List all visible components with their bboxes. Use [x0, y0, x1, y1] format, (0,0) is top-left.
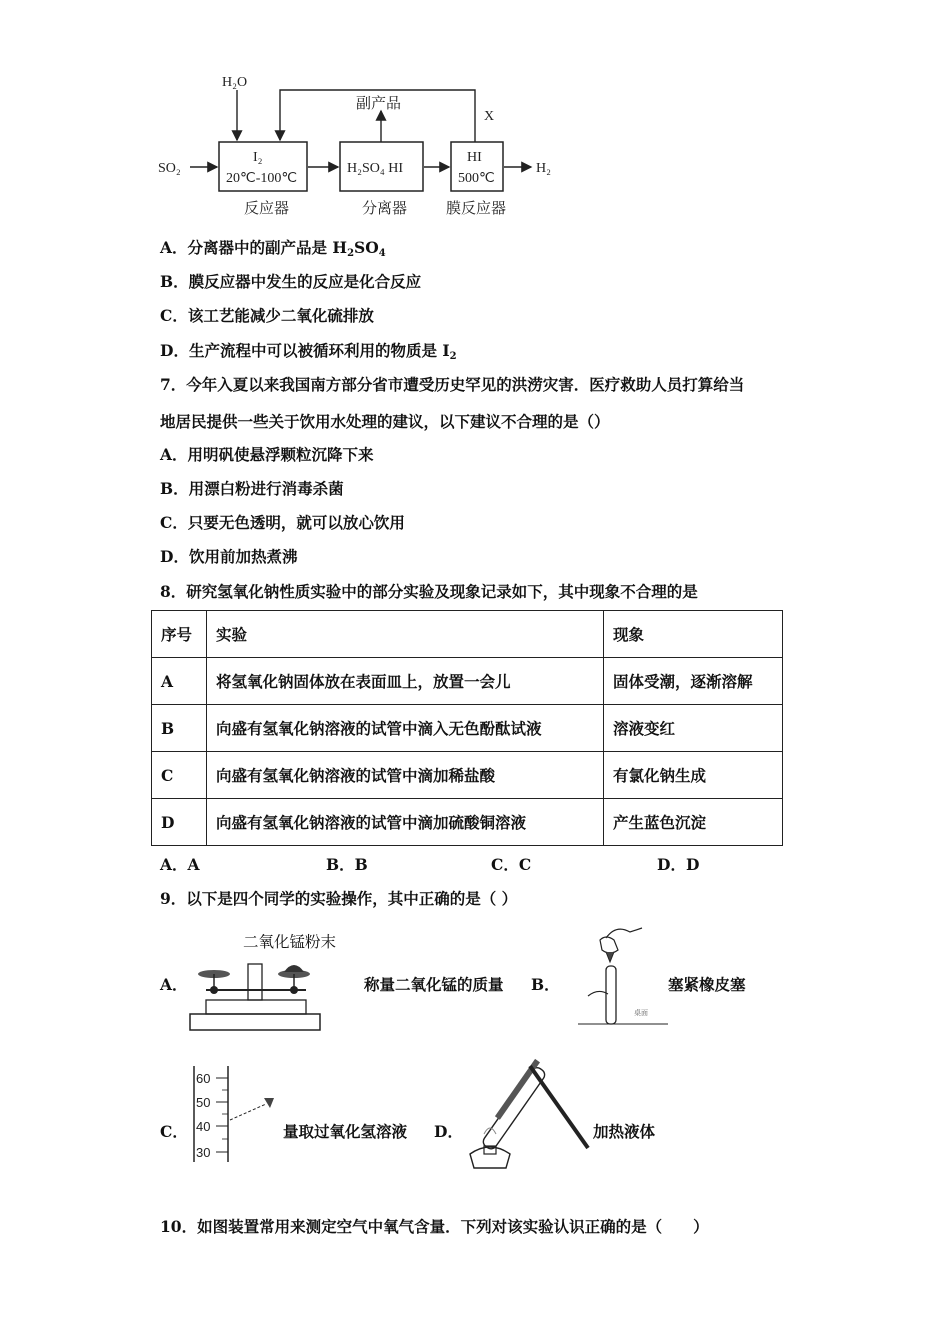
table-row [152, 658, 783, 705]
q9-option-b-text: 塞紧橡皮塞 [668, 975, 746, 994]
header-cell: 实验 [207, 611, 604, 658]
tick-60: 60 [196, 1071, 211, 1086]
table-row [152, 705, 783, 752]
q6-option-d: D．生产流程中可以被循环利用的物质是 $I_2$ [160, 341, 457, 362]
table-cell: 向盛有氢氧化钠溶液的试管中滴入无色酚酞试液 [207, 705, 604, 752]
table-cell: 产生蓝色沉淀 [604, 799, 783, 846]
q7-stem-line1: 7．今年入夏以来我国南方部分省市遭受历史罕见的洪涝灾害．医疗救助人员打算给当 [160, 375, 745, 394]
header-cell: 序号 [152, 611, 207, 658]
reactor-name: 反应器 [244, 199, 290, 217]
x-label: X [484, 109, 495, 124]
reactor-line1: I₂ [253, 150, 263, 165]
graduated-cylinder-illustration [186, 1064, 286, 1169]
q7-stem-line2: 地居民提供一些关于饮用水处理的建议，以下建议不合理的是（） [160, 412, 610, 431]
q7-option-a: A．用明矾使悬浮颗粒沉降下来 [160, 445, 374, 464]
table-cell: 将氢氧化钠固体放在表面皿上，放置一会儿 [207, 658, 604, 705]
membrane-reactor-name: 膜反应器 [446, 199, 507, 217]
q8-option-d: D．D [657, 855, 700, 874]
q9-option-c-text: 量取过氧化氢溶液 [283, 1122, 408, 1141]
so2-label: SO₂ [158, 161, 181, 176]
q8-option-a: A．A [160, 855, 200, 874]
q9-option-a-label: A． [160, 975, 188, 994]
q8-option-c: C．C [491, 855, 532, 874]
q7-option-b: B．用漂白粉进行消毒杀菌 [160, 479, 344, 498]
q7-option-d: D．饮用前加热煮沸 [160, 547, 298, 566]
membrane-line1: HI [467, 150, 482, 165]
table-row [152, 752, 783, 799]
experiment-table [151, 610, 783, 846]
table-cell: 溶液变红 [604, 705, 783, 752]
heating-liquid-illustration [460, 1052, 590, 1174]
process-flow-diagram [150, 66, 570, 226]
h2-label: H₂ [536, 161, 551, 176]
separator-line1: H₂SO₄ HI [347, 161, 404, 176]
q10-stem: 10．如图装置常用来测定空气中氧气含量．下列对该实验认识正确的是（ ） [160, 1217, 709, 1236]
table-cell: 向盛有氢氧化钠溶液的试管中滴加硫酸铜溶液 [207, 799, 604, 846]
q9-option-a-text: 称量二氧化锰的质量 [364, 975, 504, 994]
table-cell: A [152, 658, 207, 705]
table-cell: D [152, 799, 207, 846]
q8-option-b: B．B [326, 855, 368, 874]
q6-option-a: A．分离器中的副产品是 $H_2SO_4$ [160, 238, 386, 259]
table-header-row [152, 611, 783, 658]
tick-30: 30 [196, 1145, 211, 1160]
q9-option-b-label: B． [531, 975, 560, 994]
table-cell: 固体受潮，逐渐溶解 [604, 658, 783, 705]
byproduct-label: 副产品 [356, 94, 402, 112]
table-cell: 向盛有氢氧化钠溶液的试管中滴加稀盐酸 [207, 752, 604, 799]
q9-stem: 9．以下是四个同学的实验操作，其中正确的是（ ） [160, 889, 518, 908]
balance-illustration [186, 950, 326, 1035]
membrane-line2: 500℃ [458, 171, 495, 186]
reactor-line2: 20℃-100℃ [226, 171, 298, 186]
table-cell: 有氯化钠生成 [604, 752, 783, 799]
q8-stem: 8．研究氢氧化钠性质实验中的部分实验及现象记录如下，其中现象不合理的是 [160, 582, 698, 601]
stopper-illustration [578, 920, 668, 1032]
tick-40: 40 [196, 1119, 211, 1134]
mno2-powder-caption: 二氧化锰粉末 [243, 933, 337, 951]
q6-option-c: C．该工艺能减少二氧化硫排放 [160, 306, 374, 325]
table-cell: B [152, 705, 207, 752]
header-cell: 现象 [604, 611, 783, 658]
desk-label: 桌面 [634, 1009, 648, 1017]
q9-option-d-label: D． [434, 1122, 463, 1141]
table-cell: C [152, 752, 207, 799]
tick-50: 50 [196, 1095, 211, 1110]
h2o-label: H₂O [222, 75, 248, 90]
q9-option-c-label: C． [160, 1122, 188, 1141]
q9-option-d-text: 加热液体 [593, 1122, 656, 1141]
separator-name: 分离器 [362, 199, 408, 217]
q7-option-c: C．只要无色透明，就可以放心饮用 [160, 513, 405, 532]
table-row [152, 799, 783, 846]
q6-option-b: B．膜反应器中发生的反应是化合反应 [160, 272, 422, 291]
